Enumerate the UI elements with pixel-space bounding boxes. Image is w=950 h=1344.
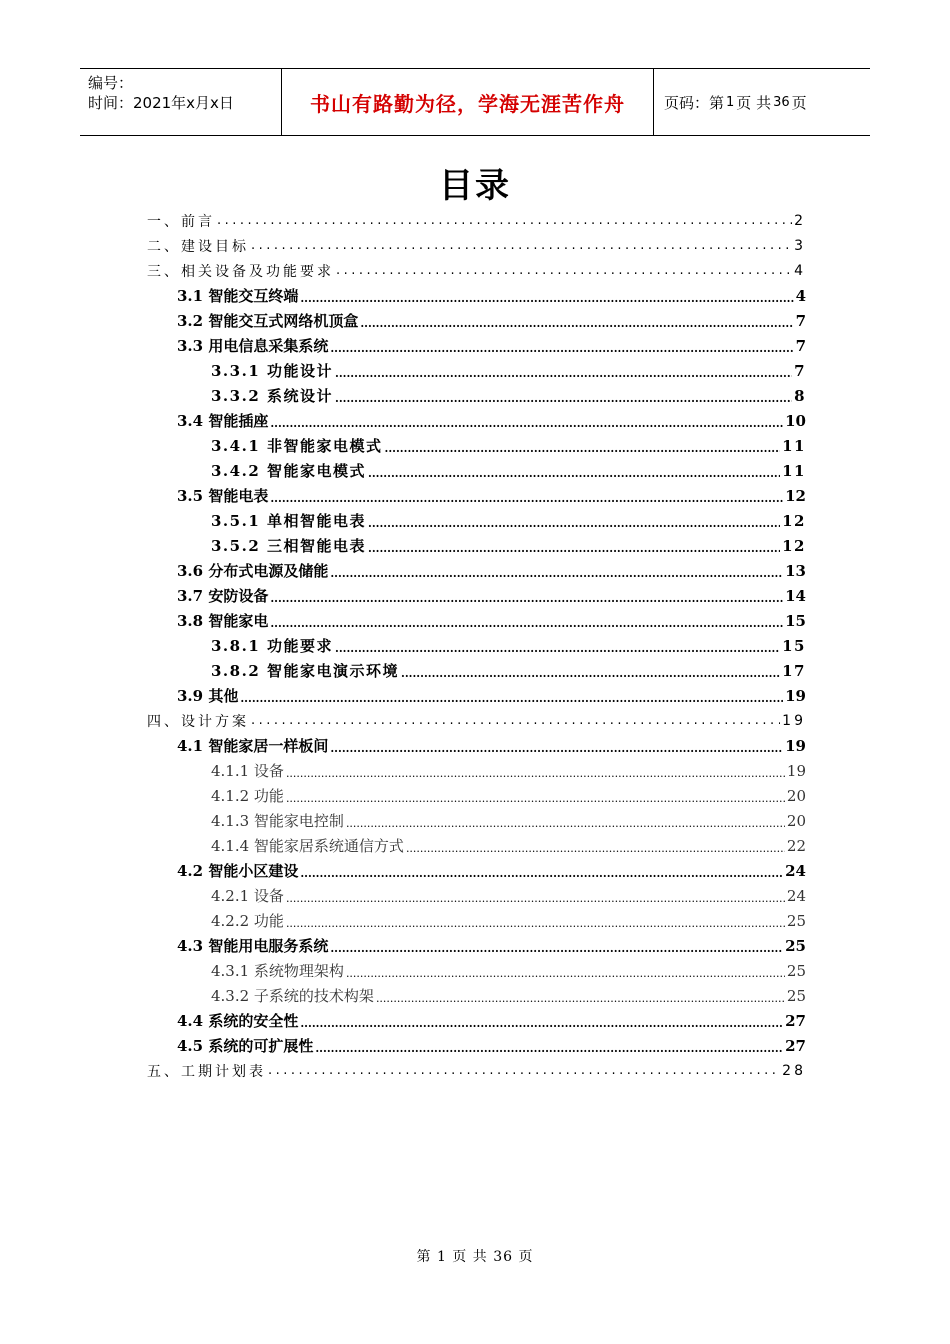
leader-dots [368,517,780,530]
toc-entry[interactable]: 4.3 智能用电服务系统 ..... 25 [177,933,806,958]
leader-dots [330,567,783,580]
page-prefix: 页码：第 [664,93,725,112]
toc-entry[interactable]: 3.5.2 三相智能电表 ..... 12 [211,533,806,558]
toc-entry[interactable]: 二、建设目标 ..... 3 [147,233,806,258]
leader-dots [270,617,783,630]
leader-dots [360,317,793,330]
toc-entry[interactable]: 4.3.2 子系统的技术构架 ..... 25 [211,983,806,1008]
leader-dots [270,417,783,430]
toc-entry[interactable]: 3.8.2 智能家电演示环境 ..... 17 [211,658,806,683]
toc-entry[interactable]: 3.3.1 功能设计 ..... 7 [211,358,806,383]
leader-dots [300,867,783,880]
leader-dots [300,1017,783,1030]
leader-dots [315,1042,783,1055]
page-total: 36 [773,94,790,110]
leader-dots [336,263,792,278]
toc-entry[interactable]: 3.5 智能电表 ..... 12 [177,483,806,508]
toc-entry[interactable]: 4.4 系统的安全性 ..... 27 [177,1008,806,1033]
leader-dots [376,992,785,1005]
leader-dots [217,213,792,228]
toc-entry[interactable]: 五、工期计划表 ..... 28 [147,1058,806,1083]
leader-dots [330,342,793,355]
toc-entry[interactable]: 3.8.1 功能要求 ..... 15 [211,633,806,658]
leader-dots [330,742,783,755]
header-left-cell [80,69,282,135]
toc-entry[interactable]: 3.4 智能插座 ..... 10 [177,408,806,433]
leader-dots [401,667,780,680]
toc-entry[interactable]: 三、相关设备及功能要求 ..... 4 [147,258,806,283]
toc-entry[interactable]: 4.1.4 智能家居系统通信方式 ..... 22 [211,833,806,858]
header-page-info [654,69,870,135]
leader-dots [346,967,785,980]
toc-entry[interactable]: 3.3 用电信息采集系统 ..... 7 [177,333,806,358]
leader-dots [286,767,785,780]
toc-entry[interactable]: 4.3.1 系统物理架构 ..... 25 [211,958,806,983]
leader-dots [251,238,792,253]
toc-entry[interactable]: 4.5 系统的可扩展性 ..... 27 [177,1033,806,1058]
page-title: 目录 [439,166,511,206]
page-current: 1 [726,94,735,110]
leader-dots [406,842,785,855]
leader-dots [368,542,780,555]
leader-dots [286,792,785,805]
leader-dots [270,492,783,505]
toc-entry[interactable]: 4.2.1 设备 ..... 24 [211,883,806,908]
page-mid: 页 共 [736,93,772,112]
toc-entry[interactable]: 4.1.3 智能家电控制 ..... 20 [211,808,806,833]
page-footer: 第 1 页 共 36 页 [416,1249,534,1265]
leader-dots [335,642,780,655]
leader-dots [251,713,780,728]
toc-entry[interactable]: 4.2.2 功能 ..... 25 [211,908,806,933]
toc-entry[interactable]: 3.4.2 智能家电模式 ..... 11 [211,458,806,483]
leader-dots [330,942,783,955]
leader-dots [270,592,783,605]
leader-dots [300,292,793,305]
header-motto: 书山有路勤为径，学海无涯苦作舟 [282,69,654,135]
toc-entry[interactable]: 3.6 分布式电源及储能 ..... 13 [177,558,806,583]
toc-entry[interactable]: 3.3.2 系统设计 ..... 8 [211,383,806,408]
leader-dots [335,392,792,405]
toc-entry[interactable]: 3.9 其他 ..... 19 [177,683,806,708]
page-suffix: 页 [791,93,807,112]
toc-entry[interactable]: 3.7 安防设备 ..... 14 [177,583,806,608]
toc-entry[interactable]: 3.5.1 单相智能电表 ..... 12 [211,508,806,533]
toc-entry[interactable]: 4.1 智能家居一样板间 ..... 19 [177,733,806,758]
leader-dots [346,817,785,830]
page-header [80,68,870,136]
leader-dots [384,442,780,455]
document-number-label: 编号： [88,74,134,92]
leader-dots [368,467,780,480]
toc-entry[interactable]: 3.4.1 非智能家电模式 ..... 11 [211,433,806,458]
toc-entry[interactable]: 3.2 智能交互式网络机顶盒 ..... 7 [177,308,806,333]
leader-dots [240,692,783,705]
leader-dots [335,367,792,380]
toc-entry[interactable]: 4.1.2 功能 ..... 20 [211,783,806,808]
leader-dots [286,892,785,905]
toc-entry[interactable]: 4.1.1 设备 ..... 19 [211,758,806,783]
toc-entry[interactable]: 4.2 智能小区建设 ..... 24 [177,858,806,883]
toc-entry[interactable]: 一、前言 ..... 2 [147,208,806,233]
leader-dots [286,917,785,930]
leader-dots [268,1063,780,1078]
toc-entry[interactable]: 3.8 智能家电 ..... 15 [177,608,806,633]
toc-entry[interactable]: 3.1 智能交互终端 ..... 4 [177,283,806,308]
document-time-label: 时间：2021年x月x日 [88,94,234,112]
toc-entry[interactable]: 四、设计方案 ..... 19 [147,708,806,733]
